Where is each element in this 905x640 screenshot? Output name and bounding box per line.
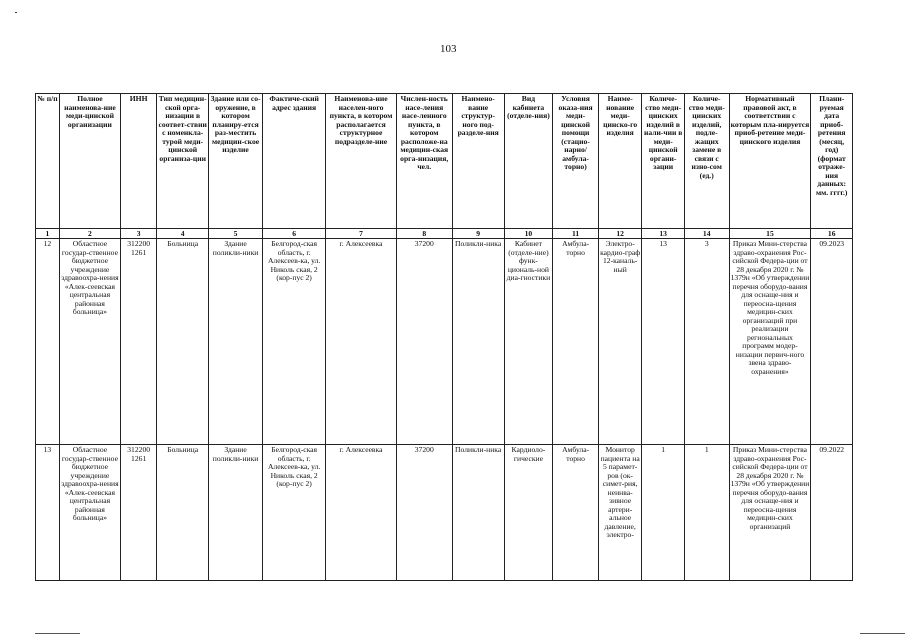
legal-act: Приказ Мини-стерства здраво-охранения Рос-сийской Федера-ции от 28 декабря 2020 г. № 1379н «Об утверждении перечня оборудо-вания для оснаще-ния и переосна-щения медицин-ских организаций: [729, 445, 811, 581]
row-number: 13: [36, 445, 60, 581]
column-number: 9: [452, 229, 504, 239]
row-number: 12: [36, 239, 60, 445]
cabinet-type: Кардиоло-гические: [504, 445, 553, 581]
header-cell: № п/п: [36, 94, 60, 229]
organization-name: Областное государ-ственное бюджетное учреждение здравоохра-нения «Алек-сеевская центральная районная больница»: [59, 239, 120, 445]
page-edge-mark: [860, 633, 905, 634]
column-number: 7: [326, 229, 397, 239]
header-cell: Наименова-ние населен-ного пункта, в котором располагается структурное подразделе-ние: [326, 94, 397, 229]
header-cell: Условия оказа-ния меди-цинской помощи (стацио-нарно/ амбула-торно): [553, 94, 599, 229]
page-edge-mark: [35, 633, 80, 634]
column-number: 16: [811, 229, 853, 239]
header-cell: ИНН: [121, 94, 157, 229]
structural-unit: Поликли-ника: [452, 445, 504, 581]
column-number: 3: [121, 229, 157, 239]
quantity-available: 1: [642, 445, 685, 581]
table-row: [36, 445, 853, 581]
device-name: Электро-кардио-граф 12-каналь-ный: [598, 239, 642, 445]
header-cell: Наимено-вание структур-ного под-разделе-ния: [452, 94, 504, 229]
page-number: 103: [440, 43, 457, 55]
planned-date: 09.2023: [811, 239, 853, 445]
inn: 312200 1261: [121, 445, 157, 581]
column-number: 5: [209, 229, 263, 239]
column-number: 1: [36, 229, 60, 239]
locality: г. Алексеевка: [326, 239, 397, 445]
header-cell: Вид кабинета (отделе-ния): [504, 94, 553, 229]
address: Белгород-ская область, г. Алексеев-ка, ул. Николь ская, 2 (кор-пус 2): [263, 445, 326, 581]
building: Здание поликли-ники: [209, 239, 263, 445]
organization-type: Больница: [157, 445, 209, 581]
column-number: 10: [504, 229, 553, 239]
scan-mark: [15, 12, 17, 13]
header-cell: Фактиче-ский адрес здания: [263, 94, 326, 229]
column-number: 13: [642, 229, 685, 239]
column-number: 14: [684, 229, 729, 239]
column-number: 4: [157, 229, 209, 239]
header-row: [36, 94, 853, 229]
legal-act: Приказ Мини-стерства здраво-охранения Рос-сийской Федера-ции от 28 декабря 2020 г. № 1379н «Об утверждении перечня оборудо-вания для оснаще-ния и переосна-щения медицин-ских организаций при реализации региональных программ модер-низации первич-ного звена здраво-охранения»: [729, 239, 811, 445]
care-conditions: Амбула-торно: [553, 239, 599, 445]
header-cell: Числен-ность насе-ления насе-ленного пункта, в котором расположе-на медицин-ская орга-низация, чел.: [396, 94, 452, 229]
structural-unit: Поликли-ника: [452, 239, 504, 445]
building: Здание поликли-ники: [209, 445, 263, 581]
header-cell: Здание или со-оружение, в котором планиру-ется раз-местить медицин-ское изделие: [209, 94, 263, 229]
locality: г. Алексеевка: [326, 445, 397, 581]
column-number: 6: [263, 229, 326, 239]
header-cell: Плани-руемая дата приоб-ретения (месяц, год) (формат отраже-ния данных: мм. гггг.): [811, 94, 853, 229]
inn: 312200 1261: [121, 239, 157, 445]
header-cell: Тип медицин-ской орга-низации в соответ-ствии с номенкла-турой меди-цинской организа-ции: [157, 94, 209, 229]
column-number: 12: [598, 229, 642, 239]
population: 37200: [396, 239, 452, 445]
planned-date: 09.2022: [811, 445, 853, 581]
header-cell: Количе-ство меди-цинских изделий, подле-жащих замене в связи с изно-сом (ед.): [684, 94, 729, 229]
population: 37200: [396, 445, 452, 581]
organization-type: Больница: [157, 239, 209, 445]
column-number-row: [36, 229, 853, 239]
quantity-available: 13: [642, 239, 685, 445]
table-row: [36, 239, 853, 445]
equipment-table: [35, 93, 853, 581]
header-cell: Количе-ство меди-цинских изделий в нали-чии в меди-цинской органи-зации: [642, 94, 685, 229]
header-cell: Наиме-нование меди-цинско-го изделия: [598, 94, 642, 229]
column-number: 2: [59, 229, 120, 239]
cabinet-type: Кабинет (отделе-ние) функ-циональ-ной диа-гностики: [504, 239, 553, 445]
column-number: 8: [396, 229, 452, 239]
device-name: Монитор пациента на 5 парамет-ров (ок-симет-рия, неинва-зивное артери-альное давление, электро-: [598, 445, 642, 581]
care-conditions: Амбула-торно: [553, 445, 599, 581]
address: Белгород-ская область, г. Алексеев-ка, ул. Николь ская, 2 (кор-пус 2): [263, 239, 326, 445]
header-cell: Нормативный правовой акт, в соответствии с которым пла-нируется приоб-ретение меди-цинского изделия: [729, 94, 811, 229]
organization-name: Областное государ-ственное бюджетное учреждение здравоохра-нения «Алек-сеевская центральная районная больница»: [59, 445, 120, 581]
column-number: 11: [553, 229, 599, 239]
quantity-to-replace: 3: [684, 239, 729, 445]
header-cell: Полное наименова-ние меди-цинской организации: [59, 94, 120, 229]
quantity-to-replace: 1: [684, 445, 729, 581]
column-number: 15: [729, 229, 811, 239]
